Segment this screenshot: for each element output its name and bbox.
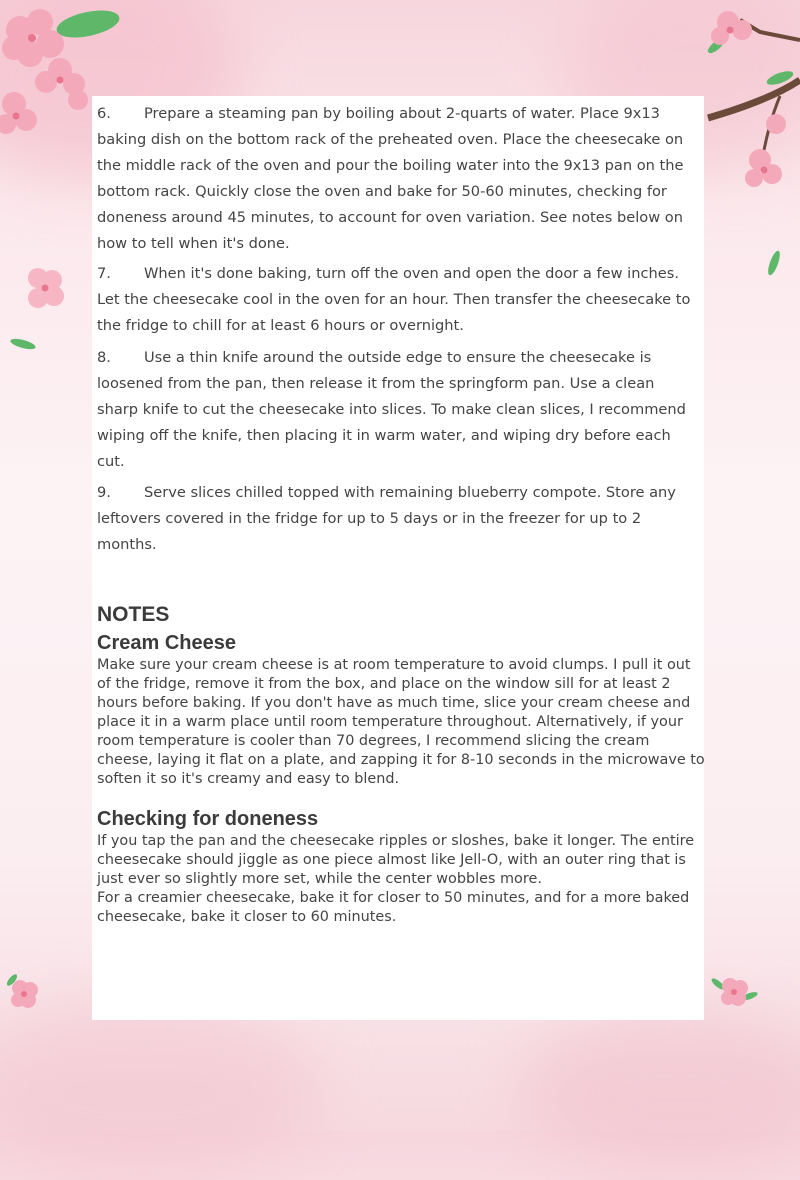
cream-cheese-text: Make sure your cream cheese is at room temperature to avoid clumps. I pull it out of the fridge, remove it from the box, and place on the window sill for at least 2 hours before baking. If you don't have as much time, slice your cream cheese and place it in a warm place until room temperature throughout. Alternatively, if your room temperature is cooler than 70 degrees, I recommend slicing the cream cheese, laying it flat on a plate, and zapping it for 8-10 seconds in the microwave to soften it so it's creamy and easy to blend. xyxy=(97,657,705,787)
leaf-icon xyxy=(764,248,784,278)
step-6 xyxy=(97,101,697,256)
doneness-paragraph: If you tap the pan and the cheesecake ripples or sloshes, bake it longer. The entire cheesecake should jiggle as one piece almost like Jell-O, with an outer ring that is just ever so slightly more set, while the center wobbles more. xyxy=(97,833,695,887)
doneness-heading: Checking for doneness xyxy=(97,808,319,830)
step-9 xyxy=(97,480,697,558)
step-7 xyxy=(97,261,697,339)
step-text: When it's done baking, turn off the oven and open the door a few inches. Let the cheesecake cool in the oven for an hour. Then transfer the cheesecake to the fridge to chill for at least 6 hours or overnight. xyxy=(97,265,691,334)
cream-cheese-heading: Cream Cheese xyxy=(97,632,236,654)
watercolor-wash xyxy=(520,1010,800,1170)
doneness-text xyxy=(97,832,707,927)
step-8 xyxy=(97,345,697,475)
cherry-blossom-icon xyxy=(2,968,46,1012)
step-text: Serve slices chilled topped with remaining blueberry compote. Store any leftovers covered in the fridge for up to 5 days or in the freezer for up to 2 months. xyxy=(97,484,676,553)
doneness-paragraph: For a creamier cheesecake, bake it for closer to 50 minutes, and for a more baked cheesecake, bake it closer to 60 minutes. xyxy=(97,890,690,925)
watercolor-wash xyxy=(0,1000,320,1180)
cherry-blossom-icon xyxy=(708,970,758,1012)
branch-icon xyxy=(680,0,800,200)
step-number: 8. xyxy=(97,349,111,366)
step-number: 6. xyxy=(97,105,111,122)
step-number: 7. xyxy=(97,265,111,282)
step-number: 9. xyxy=(97,484,111,501)
step-text: Prepare a steaming pan by boiling about 2-quarts of water. Place 9x13 baking dish on the bottom rack of the preheated oven. Place the cheesecake on the middle rack of the oven and pour the boiling water into the 9x13 pan on the bottom rack. Quickly close the oven and bake for 50-60 minutes, checking for doneness around 45 minutes, to account for oven variation. See notes below on how to tell when it's done. xyxy=(97,105,684,252)
cherry-blossom-icon xyxy=(20,262,70,314)
notes-heading: NOTES xyxy=(97,603,170,626)
leaf-icon xyxy=(8,336,38,352)
step-text: Use a thin knife around the outside edge to ensure the cheesecake is loosened from the pan, then release it from the springform pan. Use a clean sharp knife to cut the cheesecake into slices. To make clean slices, I recommend wiping off the knife, then placing it in warm water, and wiping dry before each cut. xyxy=(97,349,686,470)
